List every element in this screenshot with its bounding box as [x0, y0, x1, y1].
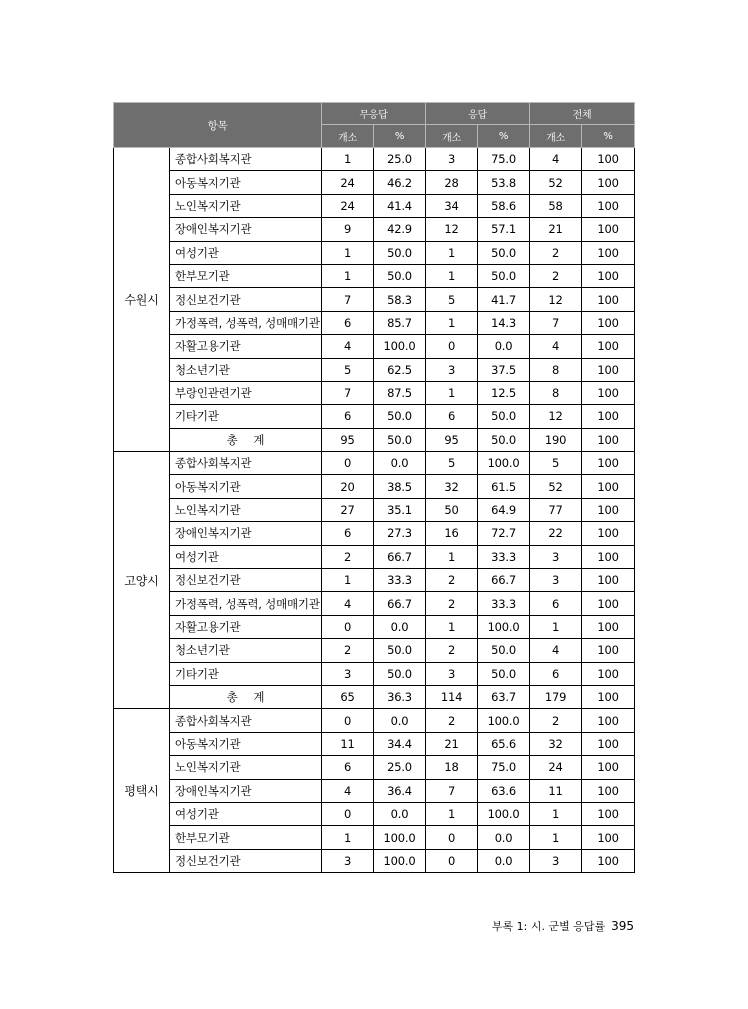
total-row [114, 428, 635, 451]
table-header [114, 103, 635, 148]
value-cell: 8 [530, 381, 582, 404]
value-cell: 4 [530, 335, 582, 358]
value-cell: 58.6 [478, 194, 530, 217]
value-cell: 3 [426, 358, 478, 381]
value-cell: 24 [530, 756, 582, 779]
value-cell: 63.6 [478, 779, 530, 802]
value-cell: 64.9 [478, 498, 530, 521]
value-cell: 2 [530, 709, 582, 732]
value-cell: 50.0 [478, 428, 530, 451]
value-cell: 100 [582, 428, 635, 451]
value-cell: 7 [322, 288, 374, 311]
value-cell: 0.0 [374, 709, 426, 732]
value-cell: 3 [530, 545, 582, 568]
value-cell: 58.3 [374, 288, 426, 311]
value-cell: 1 [426, 311, 478, 334]
header-group-no-response: 무응답 [322, 103, 426, 125]
value-cell: 11 [530, 779, 582, 802]
value-cell: 16 [426, 522, 478, 545]
value-cell: 100 [582, 779, 635, 802]
table-row [114, 194, 635, 217]
header-group-response: 응답 [426, 103, 530, 125]
value-cell: 50.0 [374, 241, 426, 264]
value-cell: 100 [582, 241, 635, 264]
value-cell: 46.2 [374, 171, 426, 194]
value-cell: 34 [426, 194, 478, 217]
value-cell: 2 [426, 592, 478, 615]
value-cell: 6 [322, 522, 374, 545]
value-cell: 114 [426, 685, 478, 708]
table-row [114, 405, 635, 428]
value-cell: 100 [582, 452, 635, 475]
value-cell: 2 [426, 639, 478, 662]
institution-name: 정신보건기관 [170, 569, 322, 592]
value-cell: 0.0 [478, 826, 530, 849]
value-cell: 11 [322, 732, 374, 755]
page-number: 395 [611, 919, 634, 933]
response-table [113, 102, 635, 873]
institution-name: 노인복지기관 [170, 194, 322, 217]
table-row [114, 311, 635, 334]
institution-name: 한부모기관 [170, 826, 322, 849]
table-row [114, 709, 635, 732]
value-cell: 6 [322, 756, 374, 779]
total-label: 총 계 [170, 685, 322, 708]
value-cell: 0.0 [374, 802, 426, 825]
institution-name: 정신보건기관 [170, 288, 322, 311]
value-cell: 1 [426, 241, 478, 264]
table-row [114, 592, 635, 615]
value-cell: 21 [530, 218, 582, 241]
value-cell: 100 [582, 756, 635, 779]
value-cell: 100.0 [478, 709, 530, 732]
value-cell: 4 [530, 148, 582, 171]
value-cell: 0 [426, 335, 478, 358]
institution-name: 기타기관 [170, 405, 322, 428]
value-cell: 34.4 [374, 732, 426, 755]
value-cell: 9 [322, 218, 374, 241]
table-row [114, 288, 635, 311]
header-sub: % [374, 125, 426, 148]
value-cell: 100 [582, 218, 635, 241]
header-group-total: 전체 [530, 103, 635, 125]
value-cell: 75.0 [478, 148, 530, 171]
value-cell: 12.5 [478, 381, 530, 404]
institution-name: 종합사회복지관 [170, 452, 322, 475]
value-cell: 0.0 [374, 452, 426, 475]
value-cell: 6 [530, 662, 582, 685]
value-cell: 37.5 [478, 358, 530, 381]
value-cell: 27 [322, 498, 374, 521]
footer-text: 부록 1: 시. 군별 응답률 [491, 920, 606, 933]
value-cell: 100.0 [374, 335, 426, 358]
table-row [114, 475, 635, 498]
institution-name: 아동복지기관 [170, 171, 322, 194]
header-sub: % [582, 125, 635, 148]
value-cell: 65.6 [478, 732, 530, 755]
value-cell: 50.0 [374, 405, 426, 428]
header-sub: 개소 [530, 125, 582, 148]
value-cell: 6 [322, 311, 374, 334]
value-cell: 66.7 [374, 592, 426, 615]
value-cell: 58 [530, 194, 582, 217]
value-cell: 25.0 [374, 756, 426, 779]
value-cell: 179 [530, 685, 582, 708]
value-cell: 100 [582, 148, 635, 171]
value-cell: 1 [426, 381, 478, 404]
value-cell: 50.0 [374, 264, 426, 287]
institution-name: 장애인복지기관 [170, 522, 322, 545]
value-cell: 14.3 [478, 311, 530, 334]
value-cell: 95 [322, 428, 374, 451]
value-cell: 100 [582, 498, 635, 521]
value-cell: 27.3 [374, 522, 426, 545]
table-body [114, 148, 635, 873]
value-cell: 100.0 [374, 826, 426, 849]
value-cell: 4 [322, 335, 374, 358]
value-cell: 2 [426, 709, 478, 732]
value-cell: 50.0 [374, 428, 426, 451]
value-cell: 65 [322, 685, 374, 708]
table-row [114, 615, 635, 638]
value-cell: 57.1 [478, 218, 530, 241]
table-row [114, 569, 635, 592]
value-cell: 100 [582, 826, 635, 849]
value-cell: 3 [530, 569, 582, 592]
value-cell: 1 [426, 545, 478, 568]
institution-name: 종합사회복지관 [170, 709, 322, 732]
institution-name: 아동복지기관 [170, 732, 322, 755]
institution-name: 청소년기관 [170, 358, 322, 381]
institution-name: 한부모기관 [170, 264, 322, 287]
value-cell: 50.0 [478, 264, 530, 287]
value-cell: 100 [582, 311, 635, 334]
value-cell: 100.0 [374, 849, 426, 872]
value-cell: 1 [322, 241, 374, 264]
value-cell: 4 [530, 639, 582, 662]
value-cell: 18 [426, 756, 478, 779]
value-cell: 3 [530, 849, 582, 872]
total-row [114, 685, 635, 708]
value-cell: 12 [530, 288, 582, 311]
value-cell: 77 [530, 498, 582, 521]
value-cell: 3 [426, 148, 478, 171]
value-cell: 100 [582, 264, 635, 287]
value-cell: 50.0 [478, 639, 530, 662]
value-cell: 62.5 [374, 358, 426, 381]
institution-name: 여성기관 [170, 545, 322, 568]
value-cell: 5 [426, 452, 478, 475]
value-cell: 33.3 [478, 592, 530, 615]
value-cell: 7 [322, 381, 374, 404]
value-cell: 32 [530, 732, 582, 755]
table-row [114, 522, 635, 545]
value-cell: 100 [582, 335, 635, 358]
value-cell: 32 [426, 475, 478, 498]
value-cell: 1 [530, 826, 582, 849]
value-cell: 100.0 [478, 615, 530, 638]
header-sub: 개소 [322, 125, 374, 148]
value-cell: 100 [582, 732, 635, 755]
institution-name: 가정폭력, 성폭력, 성매매기관 [170, 311, 322, 334]
value-cell: 7 [530, 311, 582, 334]
value-cell: 1 [530, 615, 582, 638]
value-cell: 100 [582, 639, 635, 662]
value-cell: 4 [322, 779, 374, 802]
value-cell: 42.9 [374, 218, 426, 241]
value-cell: 0 [322, 615, 374, 638]
value-cell: 66.7 [374, 545, 426, 568]
value-cell: 21 [426, 732, 478, 755]
value-cell: 100 [582, 615, 635, 638]
value-cell: 100 [582, 662, 635, 685]
value-cell: 100 [582, 592, 635, 615]
value-cell: 100 [582, 685, 635, 708]
value-cell: 12 [530, 405, 582, 428]
value-cell: 12 [426, 218, 478, 241]
institution-name: 노인복지기관 [170, 498, 322, 521]
value-cell: 41.7 [478, 288, 530, 311]
page-footer [492, 918, 634, 934]
table-row [114, 264, 635, 287]
value-cell: 22 [530, 522, 582, 545]
value-cell: 1 [322, 264, 374, 287]
value-cell: 6 [322, 405, 374, 428]
value-cell: 1 [426, 802, 478, 825]
city-cell: 고양시 [114, 452, 170, 709]
table-row [114, 335, 635, 358]
value-cell: 100 [582, 569, 635, 592]
table-row [114, 218, 635, 241]
value-cell: 3 [322, 662, 374, 685]
value-cell: 100 [582, 288, 635, 311]
city-cell: 수원시 [114, 148, 170, 452]
value-cell: 3 [426, 662, 478, 685]
value-cell: 85.7 [374, 311, 426, 334]
value-cell: 100 [582, 405, 635, 428]
value-cell: 190 [530, 428, 582, 451]
value-cell: 100 [582, 194, 635, 217]
table-row [114, 826, 635, 849]
value-cell: 1 [322, 826, 374, 849]
value-cell: 50 [426, 498, 478, 521]
institution-name: 기타기관 [170, 662, 322, 685]
header-sub: % [478, 125, 530, 148]
table-row [114, 358, 635, 381]
value-cell: 100 [582, 802, 635, 825]
header-item: 항목 [114, 103, 322, 148]
value-cell: 25.0 [374, 148, 426, 171]
value-cell: 100 [582, 358, 635, 381]
institution-name: 여성기관 [170, 802, 322, 825]
value-cell: 95 [426, 428, 478, 451]
value-cell: 36.4 [374, 779, 426, 802]
value-cell: 38.5 [374, 475, 426, 498]
value-cell: 33.3 [374, 569, 426, 592]
value-cell: 7 [426, 779, 478, 802]
value-cell: 75.0 [478, 756, 530, 779]
value-cell: 100.0 [478, 452, 530, 475]
value-cell: 100 [582, 171, 635, 194]
value-cell: 53.8 [478, 171, 530, 194]
value-cell: 100 [582, 522, 635, 545]
value-cell: 8 [530, 358, 582, 381]
institution-name: 아동복지기관 [170, 475, 322, 498]
value-cell: 1 [530, 802, 582, 825]
value-cell: 0 [322, 452, 374, 475]
table-row [114, 171, 635, 194]
table-row [114, 849, 635, 872]
value-cell: 6 [426, 405, 478, 428]
table-row [114, 662, 635, 685]
value-cell: 4 [322, 592, 374, 615]
total-label: 총 계 [170, 428, 322, 451]
table-row [114, 756, 635, 779]
value-cell: 1 [426, 264, 478, 287]
value-cell: 0 [322, 709, 374, 732]
value-cell: 0.0 [478, 849, 530, 872]
value-cell: 87.5 [374, 381, 426, 404]
value-cell: 0.0 [478, 335, 530, 358]
value-cell: 2 [530, 241, 582, 264]
institution-name: 가정폭력, 성폭력, 성매매기관 [170, 592, 322, 615]
value-cell: 72.7 [478, 522, 530, 545]
value-cell: 5 [322, 358, 374, 381]
institution-name: 자활고용기관 [170, 335, 322, 358]
value-cell: 36.3 [374, 685, 426, 708]
header-sub: 개소 [426, 125, 478, 148]
institution-name: 자활고용기관 [170, 615, 322, 638]
value-cell: 0 [426, 849, 478, 872]
value-cell: 66.7 [478, 569, 530, 592]
value-cell: 50.0 [478, 662, 530, 685]
value-cell: 2 [322, 545, 374, 568]
institution-name: 노인복지기관 [170, 756, 322, 779]
table-row [114, 381, 635, 404]
table-row [114, 639, 635, 662]
value-cell: 2 [426, 569, 478, 592]
institution-name: 정신보건기관 [170, 849, 322, 872]
value-cell: 50.0 [478, 405, 530, 428]
value-cell: 5 [530, 452, 582, 475]
table-row [114, 802, 635, 825]
institution-name: 부랑인관련기관 [170, 381, 322, 404]
value-cell: 33.3 [478, 545, 530, 568]
institution-name: 장애인복지기관 [170, 779, 322, 802]
value-cell: 35.1 [374, 498, 426, 521]
value-cell: 100 [582, 545, 635, 568]
value-cell: 50.0 [374, 639, 426, 662]
value-cell: 1 [426, 615, 478, 638]
value-cell: 50.0 [374, 662, 426, 685]
value-cell: 6 [530, 592, 582, 615]
value-cell: 52 [530, 475, 582, 498]
value-cell: 2 [530, 264, 582, 287]
value-cell: 20 [322, 475, 374, 498]
table-row [114, 779, 635, 802]
institution-name: 장애인복지기관 [170, 218, 322, 241]
table-row [114, 241, 635, 264]
value-cell: 50.0 [478, 241, 530, 264]
value-cell: 5 [426, 288, 478, 311]
value-cell: 41.4 [374, 194, 426, 217]
table-row [114, 148, 635, 171]
value-cell: 100 [582, 849, 635, 872]
institution-name: 청소년기관 [170, 639, 322, 662]
value-cell: 100 [582, 475, 635, 498]
institution-name: 여성기관 [170, 241, 322, 264]
value-cell: 0.0 [374, 615, 426, 638]
table-row [114, 545, 635, 568]
value-cell: 1 [322, 569, 374, 592]
table-row [114, 452, 635, 475]
value-cell: 63.7 [478, 685, 530, 708]
table-row [114, 498, 635, 521]
value-cell: 61.5 [478, 475, 530, 498]
table-row [114, 732, 635, 755]
value-cell: 100 [582, 381, 635, 404]
value-cell: 3 [322, 849, 374, 872]
value-cell: 1 [322, 148, 374, 171]
value-cell: 52 [530, 171, 582, 194]
value-cell: 2 [322, 639, 374, 662]
value-cell: 24 [322, 194, 374, 217]
value-cell: 0 [426, 826, 478, 849]
value-cell: 100 [582, 709, 635, 732]
value-cell: 0 [322, 802, 374, 825]
value-cell: 24 [322, 171, 374, 194]
value-cell: 28 [426, 171, 478, 194]
institution-name: 종합사회복지관 [170, 148, 322, 171]
value-cell: 100.0 [478, 802, 530, 825]
city-cell: 평택시 [114, 709, 170, 873]
